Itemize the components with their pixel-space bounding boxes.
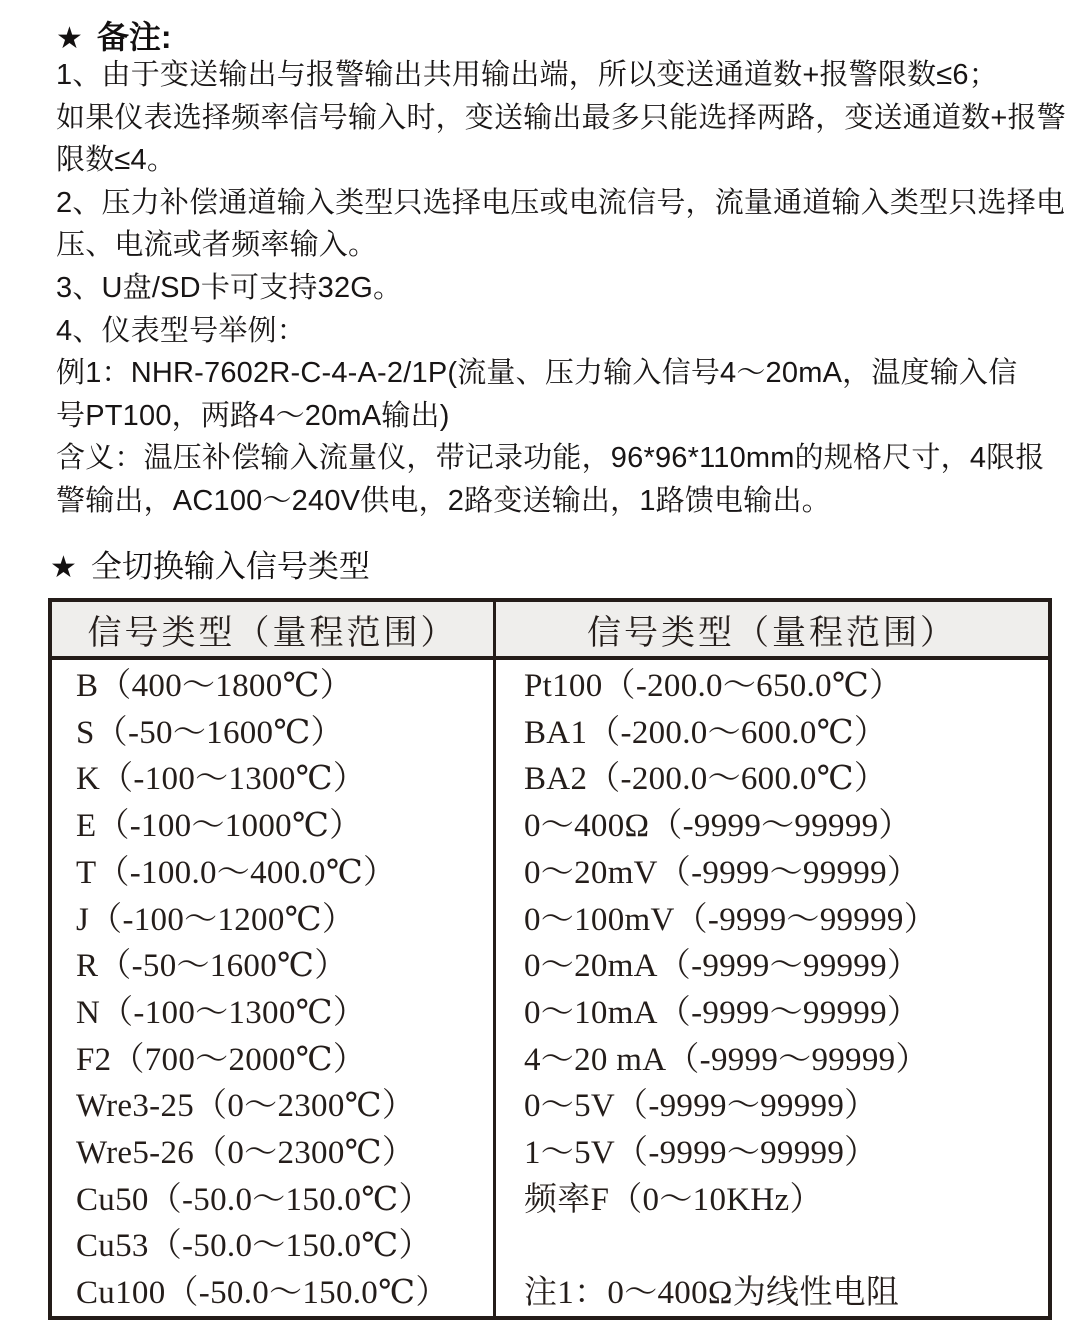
- note-line: 压、电流或者频率输入。: [56, 229, 378, 262]
- note-line: 号PT100，两路4～20mA输出): [56, 399, 450, 432]
- notes-heading-label: 备注:: [96, 19, 172, 55]
- table-header-row: [52, 602, 1048, 660]
- star-icon: ★: [50, 551, 77, 584]
- signal-row: 0～10mA（-9999～99999）: [524, 994, 921, 1031]
- note-line: 4、仪表型号举例：: [56, 314, 306, 347]
- notes-heading: [56, 12, 172, 58]
- signal-row: 频率F（0～10KHz）: [524, 1181, 823, 1218]
- table-column-right: [496, 660, 1048, 1316]
- signal-row: 1～5V（-9999～99999）: [524, 1135, 878, 1172]
- signal-row: [524, 1223, 1048, 1270]
- signal-row: E（-100～1000℃）: [76, 808, 363, 845]
- signal-row: N（-100～1300℃）: [76, 994, 367, 1031]
- note-line: 如果仪表选择频率信号输入时，变送输出最多只能选择两路，变送通道数+报警: [56, 101, 1066, 134]
- signal-row: 0～100mV（-9999～99999）: [524, 901, 937, 938]
- note-line: 含义：温压补偿输入流量仪，带记录功能，96*96*110mm的规格尺寸，4限报: [56, 442, 1045, 475]
- signal-row: Pt100（-200.0～650.0℃）: [524, 668, 903, 704]
- signal-row: BA2（-200.0～600.0℃）: [524, 761, 888, 798]
- signal-row: R（-50～1600℃）: [76, 948, 348, 985]
- signal-row: S（-50～1600℃）: [76, 714, 344, 751]
- star-icon: ★: [56, 22, 83, 55]
- signal-row: 0～400Ω（-9999～99999）: [524, 808, 912, 845]
- signal-row: B（400～1800℃）: [76, 668, 354, 704]
- table-column-left: [52, 660, 496, 1316]
- signal-row: Wre5-26（0～2300℃）: [76, 1135, 416, 1172]
- signal-row: 4～20 mA（-9999～99999）: [524, 1041, 929, 1078]
- signal-row: BA1（-200.0～600.0℃）: [524, 714, 888, 751]
- note-line: 1、由于变送输出与报警输出共用输出端，所以变送通道数+报警限数≤6；: [56, 59, 998, 91]
- notes-body: [56, 54, 1066, 523]
- signal-row: F2（700～2000℃）: [76, 1041, 367, 1078]
- note-line: 警输出，AC100～240V供电，2路变送输出，1路馈电输出。: [56, 484, 831, 517]
- table-header-left: 信号类型（量程范围）: [52, 602, 496, 656]
- signal-row: T（-100.0～400.0℃）: [76, 854, 397, 891]
- signal-row: Cu50（-50.0～150.0℃）: [76, 1181, 432, 1218]
- signal-row: 0～20mA（-9999～99999）: [524, 948, 921, 985]
- note-line: 限数≤4。: [56, 144, 177, 177]
- table-footnote: 注1：0～400Ω为线性电阻: [524, 1275, 900, 1312]
- signal-section-heading-label: 全切换输入信号类型: [90, 549, 370, 584]
- signal-row: 0～20mV（-9999～99999）: [524, 854, 921, 891]
- signal-row: K（-100～1300℃）: [76, 761, 367, 798]
- signal-row: J（-100～1200℃）: [76, 901, 356, 938]
- table-body: [52, 660, 1048, 1316]
- signal-row: 0～5V（-9999～99999）: [524, 1088, 878, 1125]
- note-line: 2、压力补偿通道输入类型只选择电压或电流信号，流量通道输入类型只选择电: [56, 186, 1066, 219]
- signal-section-heading: [50, 541, 370, 586]
- signal-row: Wre3-25（0～2300℃）: [76, 1088, 416, 1125]
- note-line: 3、U盘/SD卡可支持32G。: [56, 271, 403, 304]
- signal-row: Cu53（-50.0～150.0℃）: [76, 1228, 432, 1265]
- table-header-right: 信号类型（量程范围）: [587, 614, 957, 652]
- note-line: 例1：NHR-7602R-C-4-A-2/1P(流量、压力输入信号4～20mA，温度输入信: [56, 357, 1018, 390]
- signal-type-table: [48, 598, 1052, 1320]
- signal-row: Cu100（-50.0～150.0℃）: [76, 1275, 449, 1312]
